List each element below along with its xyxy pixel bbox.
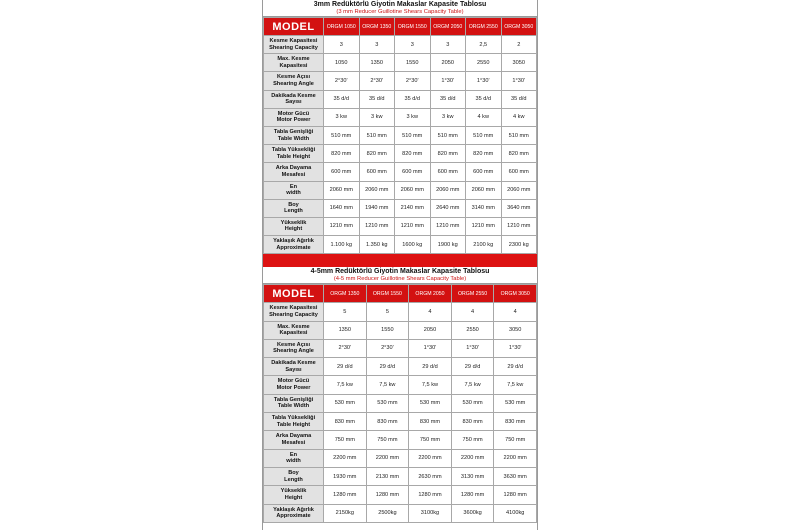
table-cell: 1210 mm — [324, 217, 360, 235]
table-cell: 3630 mm — [494, 467, 537, 485]
table-cell: 1.350 kg — [359, 236, 395, 254]
table-cell: 830 mm — [451, 413, 494, 431]
section-divider — [263, 254, 537, 267]
table-row — [264, 431, 537, 449]
table-cell: 5 — [324, 303, 367, 321]
table1-model-header: ORGM 1550 — [395, 18, 431, 36]
table-cell: 2060 mm — [395, 181, 431, 199]
table2-model-header: ORGM 2050 — [409, 285, 452, 303]
table1-title-block — [263, 0, 537, 17]
table-cell: 3 — [359, 36, 395, 54]
table-row — [264, 321, 537, 339]
row-label-en: Shearing Capacity — [269, 311, 318, 318]
table-cell: 1600 kg — [395, 236, 431, 254]
row-label-tr: En — [289, 451, 298, 458]
table2-subtitle: (4-5 mm Reducer Guillotine Shears Capacity Table) — [333, 276, 467, 283]
table-cell: 750 mm — [451, 431, 494, 449]
table-row — [264, 358, 537, 376]
row-label-tr: Kesme Kapasitesi — [269, 305, 318, 312]
capacity-sheet — [262, 0, 538, 530]
row-label-tr: En — [289, 183, 298, 190]
table-cell: 2300 kg — [501, 236, 537, 254]
row-label — [264, 303, 324, 321]
table-cell: 3640 mm — [501, 199, 537, 217]
table2-header-row — [264, 285, 537, 303]
table-row — [264, 339, 537, 357]
table-cell: 1°30' — [409, 339, 452, 357]
table-cell: 4 kw — [466, 108, 502, 126]
table-cell: 4100kg — [494, 504, 537, 522]
table-cell: 3 — [324, 36, 360, 54]
table-cell: 35 d/d — [395, 90, 431, 108]
row-label-en: Mesafesi — [281, 439, 306, 446]
row-label-en: width — [286, 458, 301, 465]
table-cell: 1940 mm — [359, 199, 395, 217]
table-cell: 530 mm — [451, 394, 494, 412]
table-cell: 1550 — [395, 54, 431, 72]
table-cell: 2550 — [451, 321, 494, 339]
table-cell: 750 mm — [324, 431, 367, 449]
table-cell: 1280 mm — [494, 486, 537, 504]
row-label-tr: Arka Dayama — [275, 165, 312, 172]
table-cell: 830 mm — [409, 413, 452, 431]
table-cell: 4 — [409, 303, 452, 321]
table-cell: 1210 mm — [466, 217, 502, 235]
table2-body — [264, 303, 537, 523]
row-label-tr: Max. Kesme — [277, 323, 310, 330]
table-cell: 2140 mm — [395, 199, 431, 217]
row-label-tr: Kesme Açısı — [276, 74, 311, 81]
table-cell: 2°30' — [395, 72, 431, 90]
table-row — [264, 145, 537, 163]
row-label-en: Table Width — [277, 135, 310, 142]
table-cell: 600 mm — [430, 163, 466, 181]
row-label — [264, 339, 324, 357]
table-cell: 830 mm — [324, 413, 367, 431]
table-cell: 35 d/d — [466, 90, 502, 108]
table-cell: 1350 — [359, 54, 395, 72]
table-cell: 7,5 kw — [409, 376, 452, 394]
row-label — [264, 504, 324, 522]
table-cell: 830 mm — [494, 413, 537, 431]
table-cell: 1550 — [366, 321, 409, 339]
table-cell: 7,5 kw — [324, 376, 367, 394]
table-cell: 2°30' — [324, 72, 360, 90]
table-cell: 35 d/d — [324, 90, 360, 108]
table1-model-header: ORGM 2550 — [466, 18, 502, 36]
table2-model-header: ORGM 2550 — [451, 285, 494, 303]
table-cell: 820 mm — [430, 145, 466, 163]
row-label-tr: Tabla Yüksekliği — [271, 415, 316, 422]
table-row — [264, 376, 537, 394]
table-cell: 2100 kg — [466, 236, 502, 254]
table-cell: 1280 mm — [324, 486, 367, 504]
table-cell: 600 mm — [466, 163, 502, 181]
table-cell: 510 mm — [324, 126, 360, 144]
row-label — [264, 72, 324, 90]
table1-header-row — [264, 18, 537, 36]
row-label-tr: Boy — [288, 469, 299, 476]
table-cell: 600 mm — [395, 163, 431, 181]
table1-title: 3mm Redüktörlü Giyotin Makaslar Kapasite Tablosu — [313, 1, 487, 8]
table-cell: 35 d/d — [501, 90, 537, 108]
row-label — [264, 321, 324, 339]
table-cell: 1°30' — [466, 72, 502, 90]
row-label-tr: Dakikada Kesme — [271, 360, 316, 367]
table1-model-header: ORGM 3050 — [501, 18, 537, 36]
row-label — [264, 145, 324, 163]
table-cell: 7,5 kw — [366, 376, 409, 394]
table-cell: 1°30' — [494, 339, 537, 357]
table-cell: 4 — [451, 303, 494, 321]
table-cell: 5 — [366, 303, 409, 321]
table-cell: 1050 — [324, 54, 360, 72]
row-label-tr: Kesme Kapasitesi — [269, 38, 318, 44]
row-label — [264, 90, 324, 108]
row-label-en: Motor Power — [276, 385, 311, 392]
table-cell: 29 d/d — [366, 358, 409, 376]
table-cell: 1210 mm — [501, 217, 537, 235]
row-label — [264, 486, 324, 504]
table-cell: 2200 mm — [324, 449, 367, 467]
table-cell: 1900 kg — [430, 236, 466, 254]
table-cell: 510 mm — [430, 126, 466, 144]
table-row — [264, 394, 537, 412]
table-cell: 2200 mm — [494, 449, 537, 467]
row-label-tr: Yükseklik — [280, 219, 307, 226]
row-label-en: Mesafesi — [281, 171, 306, 178]
table-cell: 7,5 kw — [451, 376, 494, 394]
row-label-tr: Yaklaşık Ağırlık — [273, 506, 314, 513]
row-label — [264, 199, 324, 217]
row-label-en: Kapasitesi — [279, 330, 308, 337]
row-label — [264, 36, 324, 54]
table-row — [264, 413, 537, 431]
table-cell: 820 mm — [324, 145, 360, 163]
row-label-en: Motor Power — [276, 117, 311, 124]
table-cell: 1640 mm — [324, 199, 360, 217]
row-label-en: Shearing Capacity — [269, 44, 318, 51]
table-row — [264, 90, 537, 108]
row-label-tr: Kesme Açısı — [276, 341, 311, 348]
table-cell: 35 d/d — [359, 90, 395, 108]
table-cell: 2050 — [409, 321, 452, 339]
table-cell: 1350 — [324, 321, 367, 339]
row-label-tr: Tabla Yüksekliği — [271, 147, 316, 154]
table-cell: 1210 mm — [359, 217, 395, 235]
table-cell: 600 mm — [359, 163, 395, 181]
row-label — [264, 449, 324, 467]
table-row — [264, 236, 537, 254]
table1-subtitle: (3 mm Reducer Guillotine Shears Capacity Table) — [336, 9, 464, 15]
row-label — [264, 394, 324, 412]
row-label-tr: Motor Gücü — [277, 378, 310, 385]
table-cell: 820 mm — [466, 145, 502, 163]
table-row — [264, 217, 537, 235]
table-cell: 750 mm — [409, 431, 452, 449]
table-cell: 2150kg — [324, 504, 367, 522]
row-label — [264, 467, 324, 485]
table-cell: 29 d/d — [324, 358, 367, 376]
table-cell: 820 mm — [395, 145, 431, 163]
table-cell: 750 mm — [494, 431, 537, 449]
table-cell: 29 d/d — [451, 358, 494, 376]
table-cell: 3 — [395, 36, 431, 54]
table-row — [264, 486, 537, 504]
table2-title-block — [263, 267, 537, 284]
row-label-en: Table Width — [277, 403, 310, 410]
row-label-en: Length — [284, 476, 303, 483]
row-label-tr: Max. Kesme — [277, 56, 310, 63]
table-cell: 1930 mm — [324, 467, 367, 485]
table-cell: 3 kw — [430, 108, 466, 126]
row-label-tr: Yükseklik — [280, 488, 307, 495]
table1-model-label: MODEL — [264, 18, 324, 36]
table1-model-header: ORGM 1050 — [324, 18, 360, 36]
row-label-tr: Arka Dayama — [275, 433, 312, 440]
table-cell: 4 — [494, 303, 537, 321]
row-label — [264, 163, 324, 181]
table-row — [264, 72, 537, 90]
table-cell: 4 kw — [501, 108, 537, 126]
table-cell: 600 mm — [501, 163, 537, 181]
row-label-tr: Dakikada Kesme — [271, 92, 316, 99]
table-cell: 29 d/d — [494, 358, 537, 376]
table-cell: 2130 mm — [366, 467, 409, 485]
row-label-en: Approximate — [276, 513, 311, 520]
row-label-en: Approximate — [276, 244, 311, 251]
table-cell: 2°30' — [324, 339, 367, 357]
row-label-en: Table Height — [276, 421, 311, 428]
row-label — [264, 54, 324, 72]
table-cell: 3140 mm — [466, 199, 502, 217]
row-label-tr: Boy — [288, 201, 299, 208]
table-cell: 530 mm — [494, 394, 537, 412]
table-cell: 3 — [430, 36, 466, 54]
row-label — [264, 413, 324, 431]
table2-model-header: ORGM 1350 — [324, 285, 367, 303]
table-cell: 750 mm — [366, 431, 409, 449]
table-row — [264, 504, 537, 522]
table-cell: 3 kw — [359, 108, 395, 126]
row-label-en: Table Height — [276, 153, 311, 160]
row-label-en: Height — [284, 494, 303, 501]
row-label — [264, 108, 324, 126]
table-cell: 510 mm — [359, 126, 395, 144]
row-label — [264, 181, 324, 199]
table-row — [264, 467, 537, 485]
table-row — [264, 54, 537, 72]
table-cell: 510 mm — [395, 126, 431, 144]
table2-title: 4-5mm Redüktörlü Giyotin Makaslar Kapasite Tablosu — [310, 268, 490, 276]
table-cell: 2060 mm — [359, 181, 395, 199]
table-cell: 530 mm — [366, 394, 409, 412]
table-cell: 820 mm — [359, 145, 395, 163]
row-label-en: Sayısı — [285, 99, 302, 106]
table-cell: 3600kg — [451, 504, 494, 522]
table-cell: 830 mm — [366, 413, 409, 431]
table-row — [264, 181, 537, 199]
table-cell: 820 mm — [501, 145, 537, 163]
table-cell: 2550 — [466, 54, 502, 72]
table-cell: 3100kg — [409, 504, 452, 522]
table-cell: 600 mm — [324, 163, 360, 181]
table1-body — [264, 36, 537, 254]
table-row — [264, 36, 537, 54]
row-label-en: Kapasitesi — [279, 62, 308, 69]
table-row — [264, 199, 537, 217]
row-label — [264, 217, 324, 235]
row-label-en: Height — [284, 226, 303, 233]
table-cell: 2060 mm — [466, 181, 502, 199]
table-cell: 530 mm — [409, 394, 452, 412]
table-cell: 3050 — [501, 54, 537, 72]
row-label-tr: Tabla Genişliği — [273, 128, 314, 135]
table-row — [264, 449, 537, 467]
table-cell: 2500kg — [366, 504, 409, 522]
table-cell: 2630 mm — [409, 467, 452, 485]
table-cell: 2°30' — [359, 72, 395, 90]
table2-model-header: ORGM 3050 — [494, 285, 537, 303]
table-cell: 1280 mm — [409, 486, 452, 504]
table-cell: 3 kw — [324, 108, 360, 126]
row-label-en: Shearing Angle — [273, 80, 314, 87]
table2-model-header: ORGM 1550 — [366, 285, 409, 303]
table-cell: 1280 mm — [366, 486, 409, 504]
row-label-en: Shearing Angle — [273, 348, 314, 355]
row-label — [264, 236, 324, 254]
table-cell: 1210 mm — [430, 217, 466, 235]
table-cell: 1210 mm — [395, 217, 431, 235]
table-cell: 510 mm — [501, 126, 537, 144]
table-cell: 3130 mm — [451, 467, 494, 485]
table-cell: 35 d/d — [430, 90, 466, 108]
table2-model-label: MODEL — [264, 285, 324, 303]
table-row — [264, 108, 537, 126]
row-label — [264, 376, 324, 394]
row-label-en: Sayısı — [285, 366, 302, 373]
table-cell: 1°30' — [501, 72, 537, 90]
table1-capacity — [263, 17, 537, 254]
table-cell: 1°30' — [430, 72, 466, 90]
table-cell: 2060 mm — [430, 181, 466, 199]
table2-capacity — [263, 284, 537, 523]
row-label-tr: Yaklaşık Ağırlık — [273, 238, 314, 245]
table-cell: 1280 mm — [451, 486, 494, 504]
table-cell: 2060 mm — [324, 181, 360, 199]
table-cell: 2°30' — [366, 339, 409, 357]
table-cell: 2,5 — [466, 36, 502, 54]
table-row — [264, 303, 537, 321]
table-cell: 3 kw — [395, 108, 431, 126]
table-cell: 2200 mm — [451, 449, 494, 467]
row-label — [264, 358, 324, 376]
table-cell: 2640 mm — [430, 199, 466, 217]
table-cell: 510 mm — [466, 126, 502, 144]
row-label-en: Length — [284, 208, 303, 215]
row-label — [264, 431, 324, 449]
row-label-tr: Motor Gücü — [277, 110, 310, 117]
table-cell: 7,5 kw — [494, 376, 537, 394]
table1-model-header: ORGM 1350 — [359, 18, 395, 36]
table-cell: 1°30' — [451, 339, 494, 357]
table-row — [264, 126, 537, 144]
table-cell: 2 — [501, 36, 537, 54]
table-cell: 29 d/d — [409, 358, 452, 376]
table-cell: 2050 — [430, 54, 466, 72]
table-row — [264, 163, 537, 181]
table-cell: 1.100 kg — [324, 236, 360, 254]
table1-model-header: ORGM 2050 — [430, 18, 466, 36]
table-cell: 2060 mm — [501, 181, 537, 199]
row-label — [264, 126, 324, 144]
table-cell: 2200 mm — [409, 449, 452, 467]
table-cell: 530 mm — [324, 394, 367, 412]
row-label-tr: Tabla Genişliği — [273, 396, 314, 403]
table-cell: 2200 mm — [366, 449, 409, 467]
table-cell: 3050 — [494, 321, 537, 339]
row-label-en: width — [286, 190, 301, 197]
